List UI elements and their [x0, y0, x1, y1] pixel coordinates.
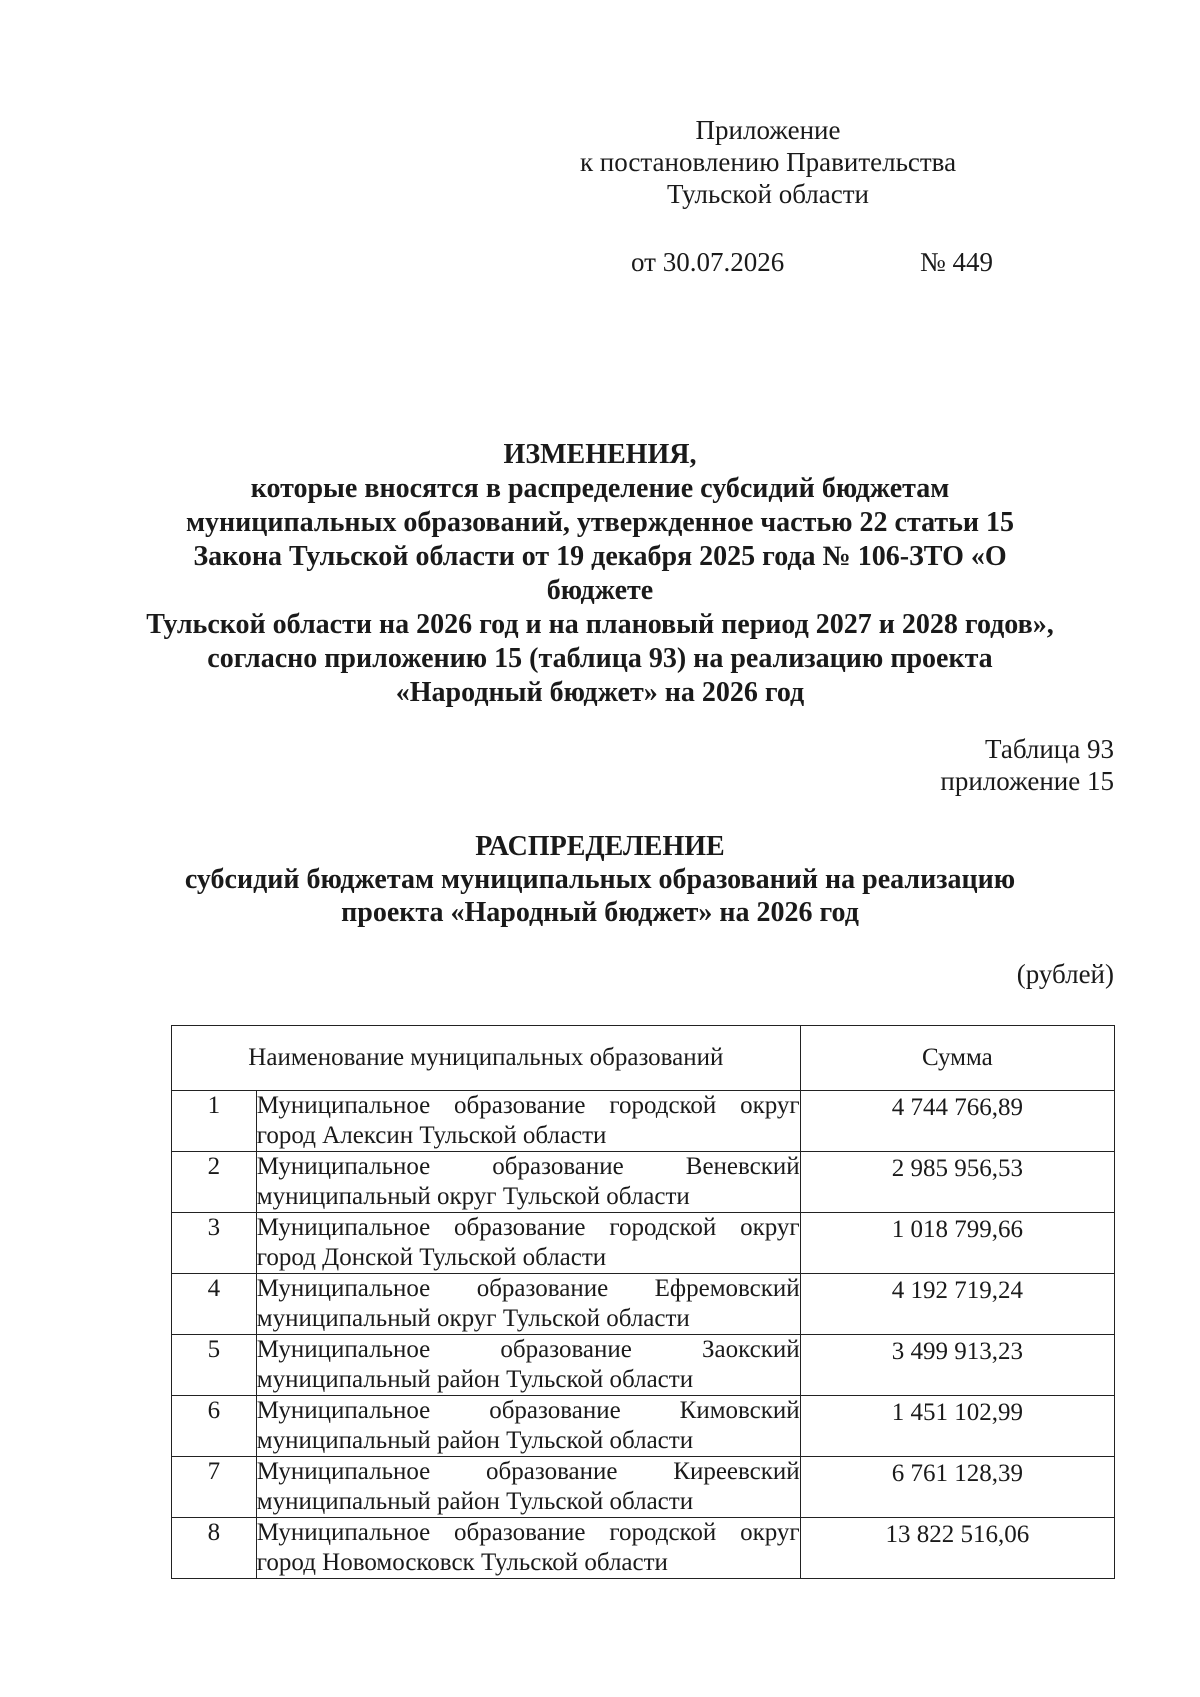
changes-heading — [140, 438, 1060, 710]
row-name-text: Муниципальное образование городской округ город Алексин Тульской области — [256, 1092, 800, 1149]
table-number: Таблица 93 — [985, 734, 1114, 764]
distribution-heading — [140, 830, 1060, 929]
row-name — [256, 1152, 800, 1213]
table-row — [172, 1335, 1115, 1396]
row-name-text: Муниципальное образование Заокский муниципальный район Тульской области — [256, 1336, 800, 1393]
row-sum — [800, 1457, 1114, 1518]
header-name: Наименование муниципальных образований — [172, 1026, 801, 1091]
heading-line-5: Тульской области на 2026 год и на плановый период 2027 и 2028 годов», — [146, 609, 1054, 640]
row-sum — [800, 1274, 1114, 1335]
row-sum-value: 1 018 799,66 — [891, 1216, 1023, 1243]
table-row — [172, 1518, 1115, 1579]
row-sum-value: 13 822 516,06 — [885, 1521, 1030, 1548]
appendix-title: Приложение — [695, 115, 841, 145]
table-row — [172, 1213, 1115, 1274]
row-name-text: Муниципальное образование Кимовский муниципальный район Тульской области — [256, 1397, 800, 1454]
row-number: 3 — [172, 1213, 257, 1274]
row-sum-value: 3 499 913,23 — [891, 1338, 1023, 1365]
row-sum — [800, 1152, 1114, 1213]
row-name — [256, 1396, 800, 1457]
row-sum-value: 4 744 766,89 — [891, 1094, 1023, 1121]
currency-unit: (рублей) — [1016, 959, 1114, 989]
row-sum — [800, 1518, 1114, 1579]
row-sum — [800, 1091, 1114, 1152]
row-sum — [800, 1213, 1114, 1274]
appendix-region: Тульской области — [667, 179, 869, 209]
heading-line-1: ИЗМЕНЕНИЯ, — [503, 439, 697, 470]
row-sum-value: 2 985 956,53 — [891, 1155, 1023, 1182]
row-number: 8 — [172, 1518, 257, 1579]
distribution-title: РАСПРЕДЕЛЕНИЕ — [475, 831, 725, 862]
table-row — [172, 1396, 1115, 1457]
heading-line-7: «Народный бюджет» на 2026 год — [395, 677, 805, 708]
row-number: 4 — [172, 1274, 257, 1335]
table-row — [172, 1091, 1115, 1152]
table-row — [172, 1152, 1115, 1213]
row-name — [256, 1213, 800, 1274]
row-sum — [800, 1335, 1114, 1396]
row-name-text: Муниципальное образование городской округ город Новомосковск Тульской области — [256, 1519, 800, 1576]
row-sum-value: 6 761 128,39 — [891, 1460, 1023, 1487]
row-name — [256, 1518, 800, 1579]
heading-line-4: Закона Тульской области от 19 декабря 2025 года № 106-ЗТО «О бюджете — [193, 541, 1007, 606]
appendix-block — [578, 114, 958, 210]
row-name-text: Муниципальное образование Киреевский муниципальный район Тульской области — [256, 1458, 800, 1515]
heading-line-6: согласно приложению 15 (таблица 93) на реализацию проекта — [207, 643, 993, 674]
row-name — [256, 1091, 800, 1152]
row-number: 7 — [172, 1457, 257, 1518]
heading-line-2: которые вносятся в распределение субсидий бюджетам — [250, 473, 950, 504]
row-sum — [800, 1396, 1114, 1457]
distribution-table — [171, 1025, 1115, 1579]
table-reference — [940, 733, 1114, 797]
distribution-subtitle-2: проекта «Народный бюджет» на 2026 год — [341, 897, 859, 928]
row-name — [256, 1274, 800, 1335]
row-number: 6 — [172, 1396, 257, 1457]
appendix-number: приложение 15 — [940, 766, 1114, 796]
table-row — [172, 1457, 1115, 1518]
row-sum-value: 4 192 719,24 — [891, 1277, 1023, 1304]
header-sum: Сумма — [800, 1026, 1114, 1091]
row-name-text: Муниципальное образование Веневский муниципальный округ Тульской области — [256, 1153, 800, 1210]
table-header-row — [172, 1026, 1115, 1091]
row-number: 2 — [172, 1152, 257, 1213]
resolution-date: от 30.07.2026 — [631, 247, 785, 277]
row-name — [256, 1335, 800, 1396]
row-number: 5 — [172, 1335, 257, 1396]
row-name-text: Муниципальное образование городской округ город Донской Тульской области — [256, 1214, 800, 1271]
table-row — [172, 1274, 1115, 1335]
resolution-number: № 449 — [920, 247, 994, 277]
heading-line-3: муниципальных образований, утвержденное частью 22 статьи 15 — [185, 507, 1015, 538]
row-sum-value: 1 451 102,99 — [891, 1399, 1023, 1426]
distribution-subtitle-1: субсидий бюджетам муниципальных образований на реализацию — [184, 864, 1016, 895]
row-name — [256, 1457, 800, 1518]
row-number: 1 — [172, 1091, 257, 1152]
appendix-reference: к постановлению Правительства — [579, 147, 957, 177]
row-name-text: Муниципальное образование Ефремовский муниципальный округ Тульской области — [256, 1275, 800, 1332]
